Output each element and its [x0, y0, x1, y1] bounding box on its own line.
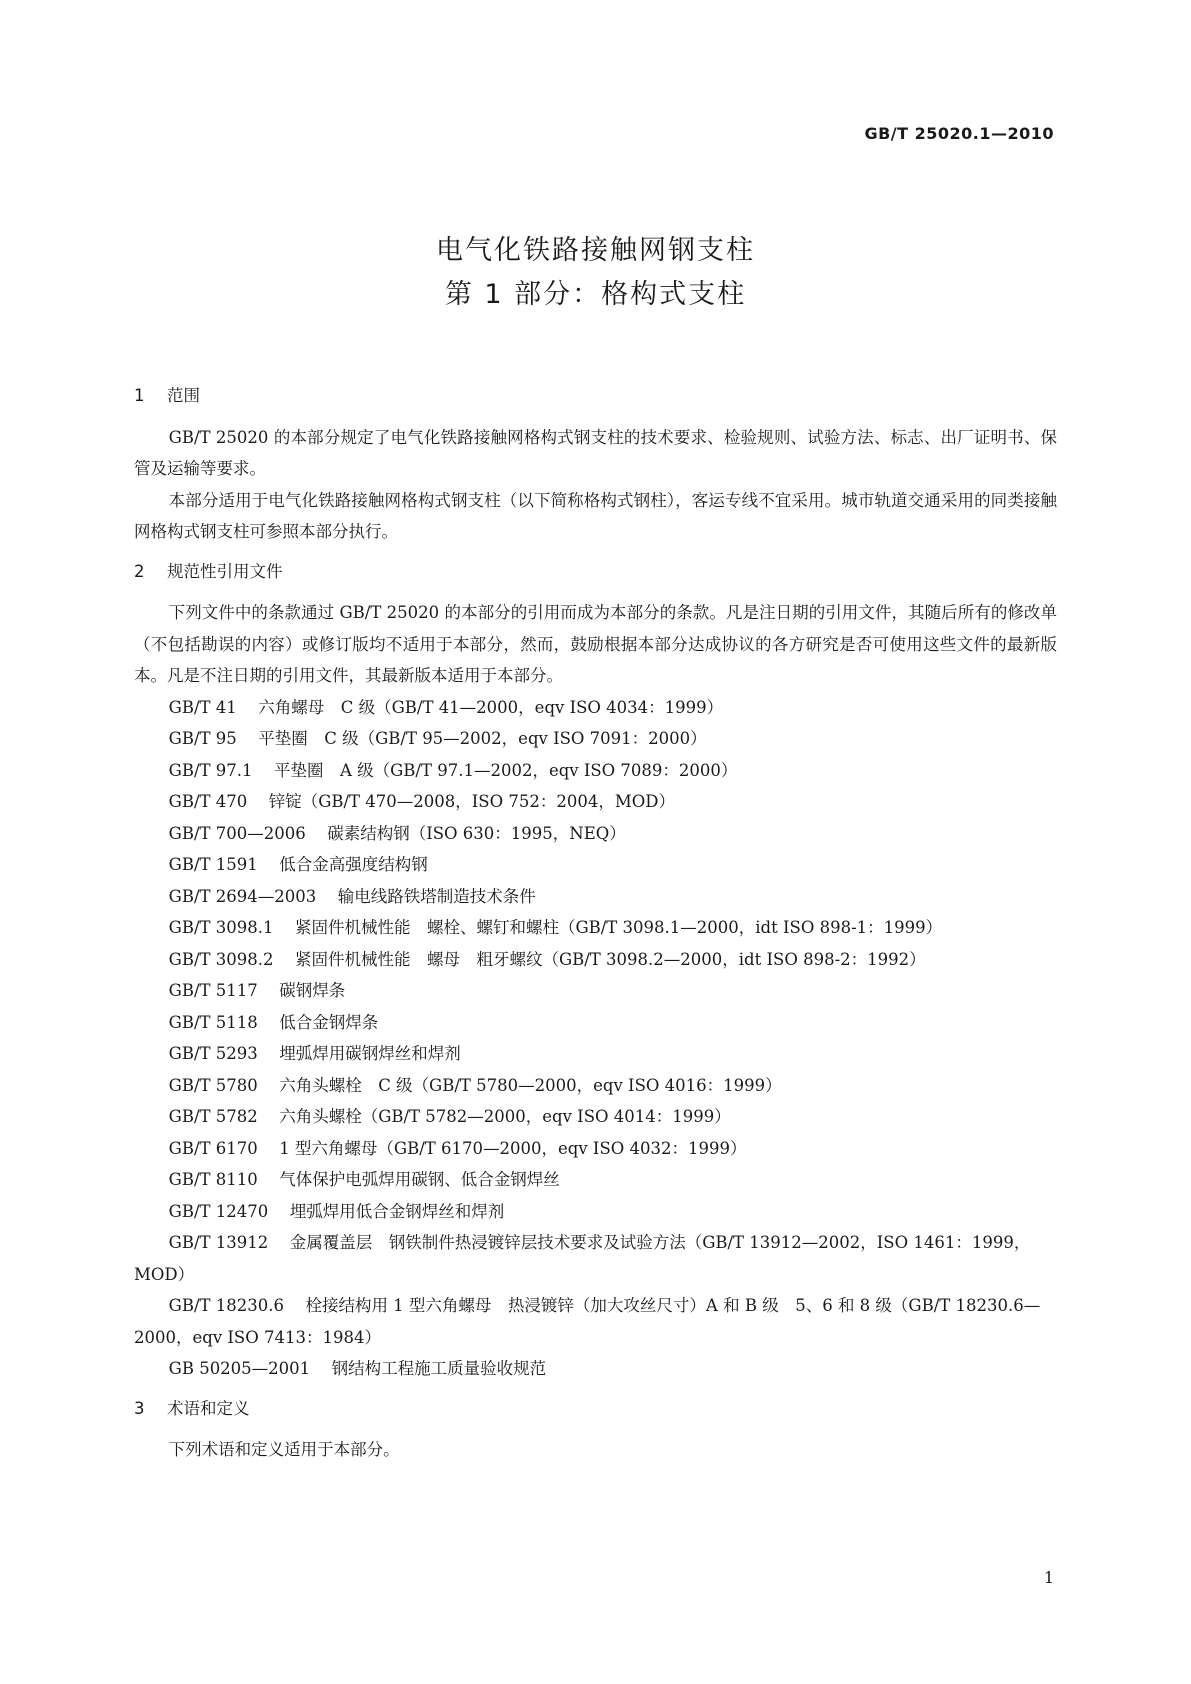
reference-item: [134, 849, 1057, 881]
reference-item: [134, 881, 1057, 913]
reference-code: GB/T 470: [168, 792, 248, 811]
reference-title: 碳素结构钢（ISO 630：1995，NEQ）: [327, 823, 626, 843]
paragraph: 本部分适用于电气化铁路接触网格构式钢支柱（以下简称格构式钢柱），客运专线不宜采用。城市轨道交通采用的同类接触网格构式钢支柱可参照本部分执行。: [134, 490, 1057, 541]
document-title: 电气化铁路接触网钢支柱: [436, 235, 755, 266]
reference-title: 埋弧焊用碳钢焊丝和焊剂: [279, 1044, 461, 1063]
reference-title: 六角头螺栓（GB/T 5782—2000，eqv ISO 4014：1999）: [279, 1107, 731, 1126]
reference-title: 栓接结构用 1 型六角螺母 热浸镀锌（加大攻丝尺寸）A 和 B 级 5、6 和 8 级（GB/T 18230.6—2000，eqv ISO 7413：1984）: [134, 1296, 1041, 1347]
document-body: [134, 380, 1057, 1466]
reference-item: [134, 1133, 1057, 1165]
reference-item: [134, 912, 1057, 944]
document-subtitle: 第 1 部分：格构式支柱: [444, 279, 747, 310]
reference-code: GB 50205—2001: [168, 1359, 311, 1378]
reference-title: 金属覆盖层 钢铁制件热浸镀锌层技术要求及试验方法（GB/T 13912—2002，ISO 1461：1999，MOD）: [134, 1233, 1031, 1284]
reference-title: 锌锭（GB/T 470—2008，ISO 752：2004，MOD）: [268, 792, 676, 811]
page-number: 1: [1043, 1568, 1054, 1587]
reference-title: 输电线路铁塔制造技术条件: [337, 886, 536, 906]
reference-code: GB/T 3098.2: [168, 949, 274, 969]
paragraph: 下列术语和定义适用于本部分。: [168, 1440, 400, 1459]
reference-title: 紧固件机械性能 螺母 粗牙螺纹（GB/T 3098.2—2000，idt ISO 898-2：1992）: [294, 949, 926, 969]
reference-item: [134, 723, 1057, 755]
reference-item: [134, 1290, 1057, 1353]
reference-title: 紧固件机械性能 螺栓、螺钉和螺柱（GB/T 3098.1—2000，idt ISO 898-1：1999）: [294, 918, 943, 937]
section-number: 2: [134, 561, 145, 581]
reference-title: 钢结构工程施工质量验收规范: [331, 1359, 547, 1378]
reference-title: 气体保护电弧焊用碳钢、低合金钢焊丝: [279, 1170, 560, 1189]
reference-code: GB/T 8110: [168, 1170, 258, 1189]
reference-item: [134, 1007, 1057, 1039]
reference-title: 埋弧焊用低合金钢焊丝和焊剂: [289, 1201, 505, 1221]
section-title: 规范性引用文件: [167, 561, 283, 581]
section-heading-terms-and-definitions: [134, 1393, 1057, 1425]
section-heading-normative-references: [134, 556, 1057, 588]
reference-list: [134, 692, 1057, 1385]
reference-item: [134, 692, 1057, 724]
reference-code: GB/T 5118: [168, 1012, 258, 1032]
section-title: 术语和定义: [167, 1398, 250, 1418]
section-heading-scope: [134, 380, 1057, 412]
reference-item: [134, 1196, 1057, 1228]
reference-title: 平垫圈 A 级（GB/T 97.1—2002，eqv ISO 7089：2000）: [273, 760, 738, 780]
reference-code: GB/T 95: [168, 729, 237, 748]
reference-title: 低合金钢焊条: [279, 1012, 379, 1032]
reference-item: [134, 1101, 1057, 1133]
reference-code: GB/T 6170: [168, 1138, 258, 1158]
reference-item: [134, 1070, 1057, 1102]
reference-item: [134, 1353, 1057, 1385]
reference-code: GB/T 5117: [168, 981, 258, 1000]
reference-item: [134, 975, 1057, 1007]
reference-title: 六角头螺栓 C 级（GB/T 5780—2000，eqv ISO 4016：1999）: [279, 1075, 782, 1095]
reference-item: [134, 944, 1057, 976]
paragraph: 下列文件中的条款通过 GB/T 25020 的本部分的引用而成为本部分的条款。凡是注日期的引用文件，其随后所有的修改单（不包括勘误的内容）或修订版均不适用于本部分，然而，鼓励根据本部分达成协议的各方研究是否可使用这些文件的最新版本。凡是不注日期的引用文件，其最新版本适用于本部分。: [134, 603, 1057, 685]
reference-item: [134, 1227, 1057, 1290]
reference-title: 低合金高强度结构钢: [279, 855, 428, 874]
reference-code: GB/T 700—2006: [168, 823, 306, 843]
reference-item: [134, 755, 1057, 787]
reference-title: 平垫圈 C 级（GB/T 95—2002，eqv ISO 7091：2000）: [258, 729, 707, 748]
reference-code: GB/T 18230.6: [168, 1296, 284, 1315]
reference-code: GB/T 12470: [168, 1201, 269, 1221]
reference-item: [134, 818, 1057, 850]
reference-item: [134, 786, 1057, 818]
reference-title: 六角螺母 C 级（GB/T 41—2000，eqv ISO 4034：1999）: [258, 697, 724, 717]
reference-title: 1 型六角螺母（GB/T 6170—2000，eqv ISO 4032：1999）: [279, 1138, 747, 1158]
reference-code: GB/T 5293: [168, 1044, 258, 1063]
reference-code: GB/T 3098.1: [168, 918, 274, 937]
section-number: 1: [134, 386, 145, 405]
reference-code: GB/T 5780: [168, 1075, 258, 1095]
reference-title: 碳钢焊条: [279, 981, 346, 1000]
reference-code: GB/T 1591: [168, 855, 258, 874]
reference-code: GB/T 13912: [168, 1233, 269, 1252]
section-number: 3: [134, 1398, 145, 1418]
standard-number: GB/T 25020.1—2010: [864, 124, 1054, 143]
reference-item: [134, 1038, 1057, 1070]
reference-code: GB/T 5782: [168, 1107, 258, 1126]
section-title: 范围: [167, 386, 200, 405]
reference-code: GB/T 41: [168, 697, 237, 717]
reference-code: GB/T 97.1: [168, 760, 253, 780]
paragraph: GB/T 25020 的本部分规定了电气化铁路接触网格构式钢支柱的技术要求、检验规则、试验方法、标志、出厂证明书、保管及运输等要求。: [134, 427, 1057, 478]
reference-item: [134, 1164, 1057, 1196]
reference-code: GB/T 2694—2003: [168, 886, 317, 906]
